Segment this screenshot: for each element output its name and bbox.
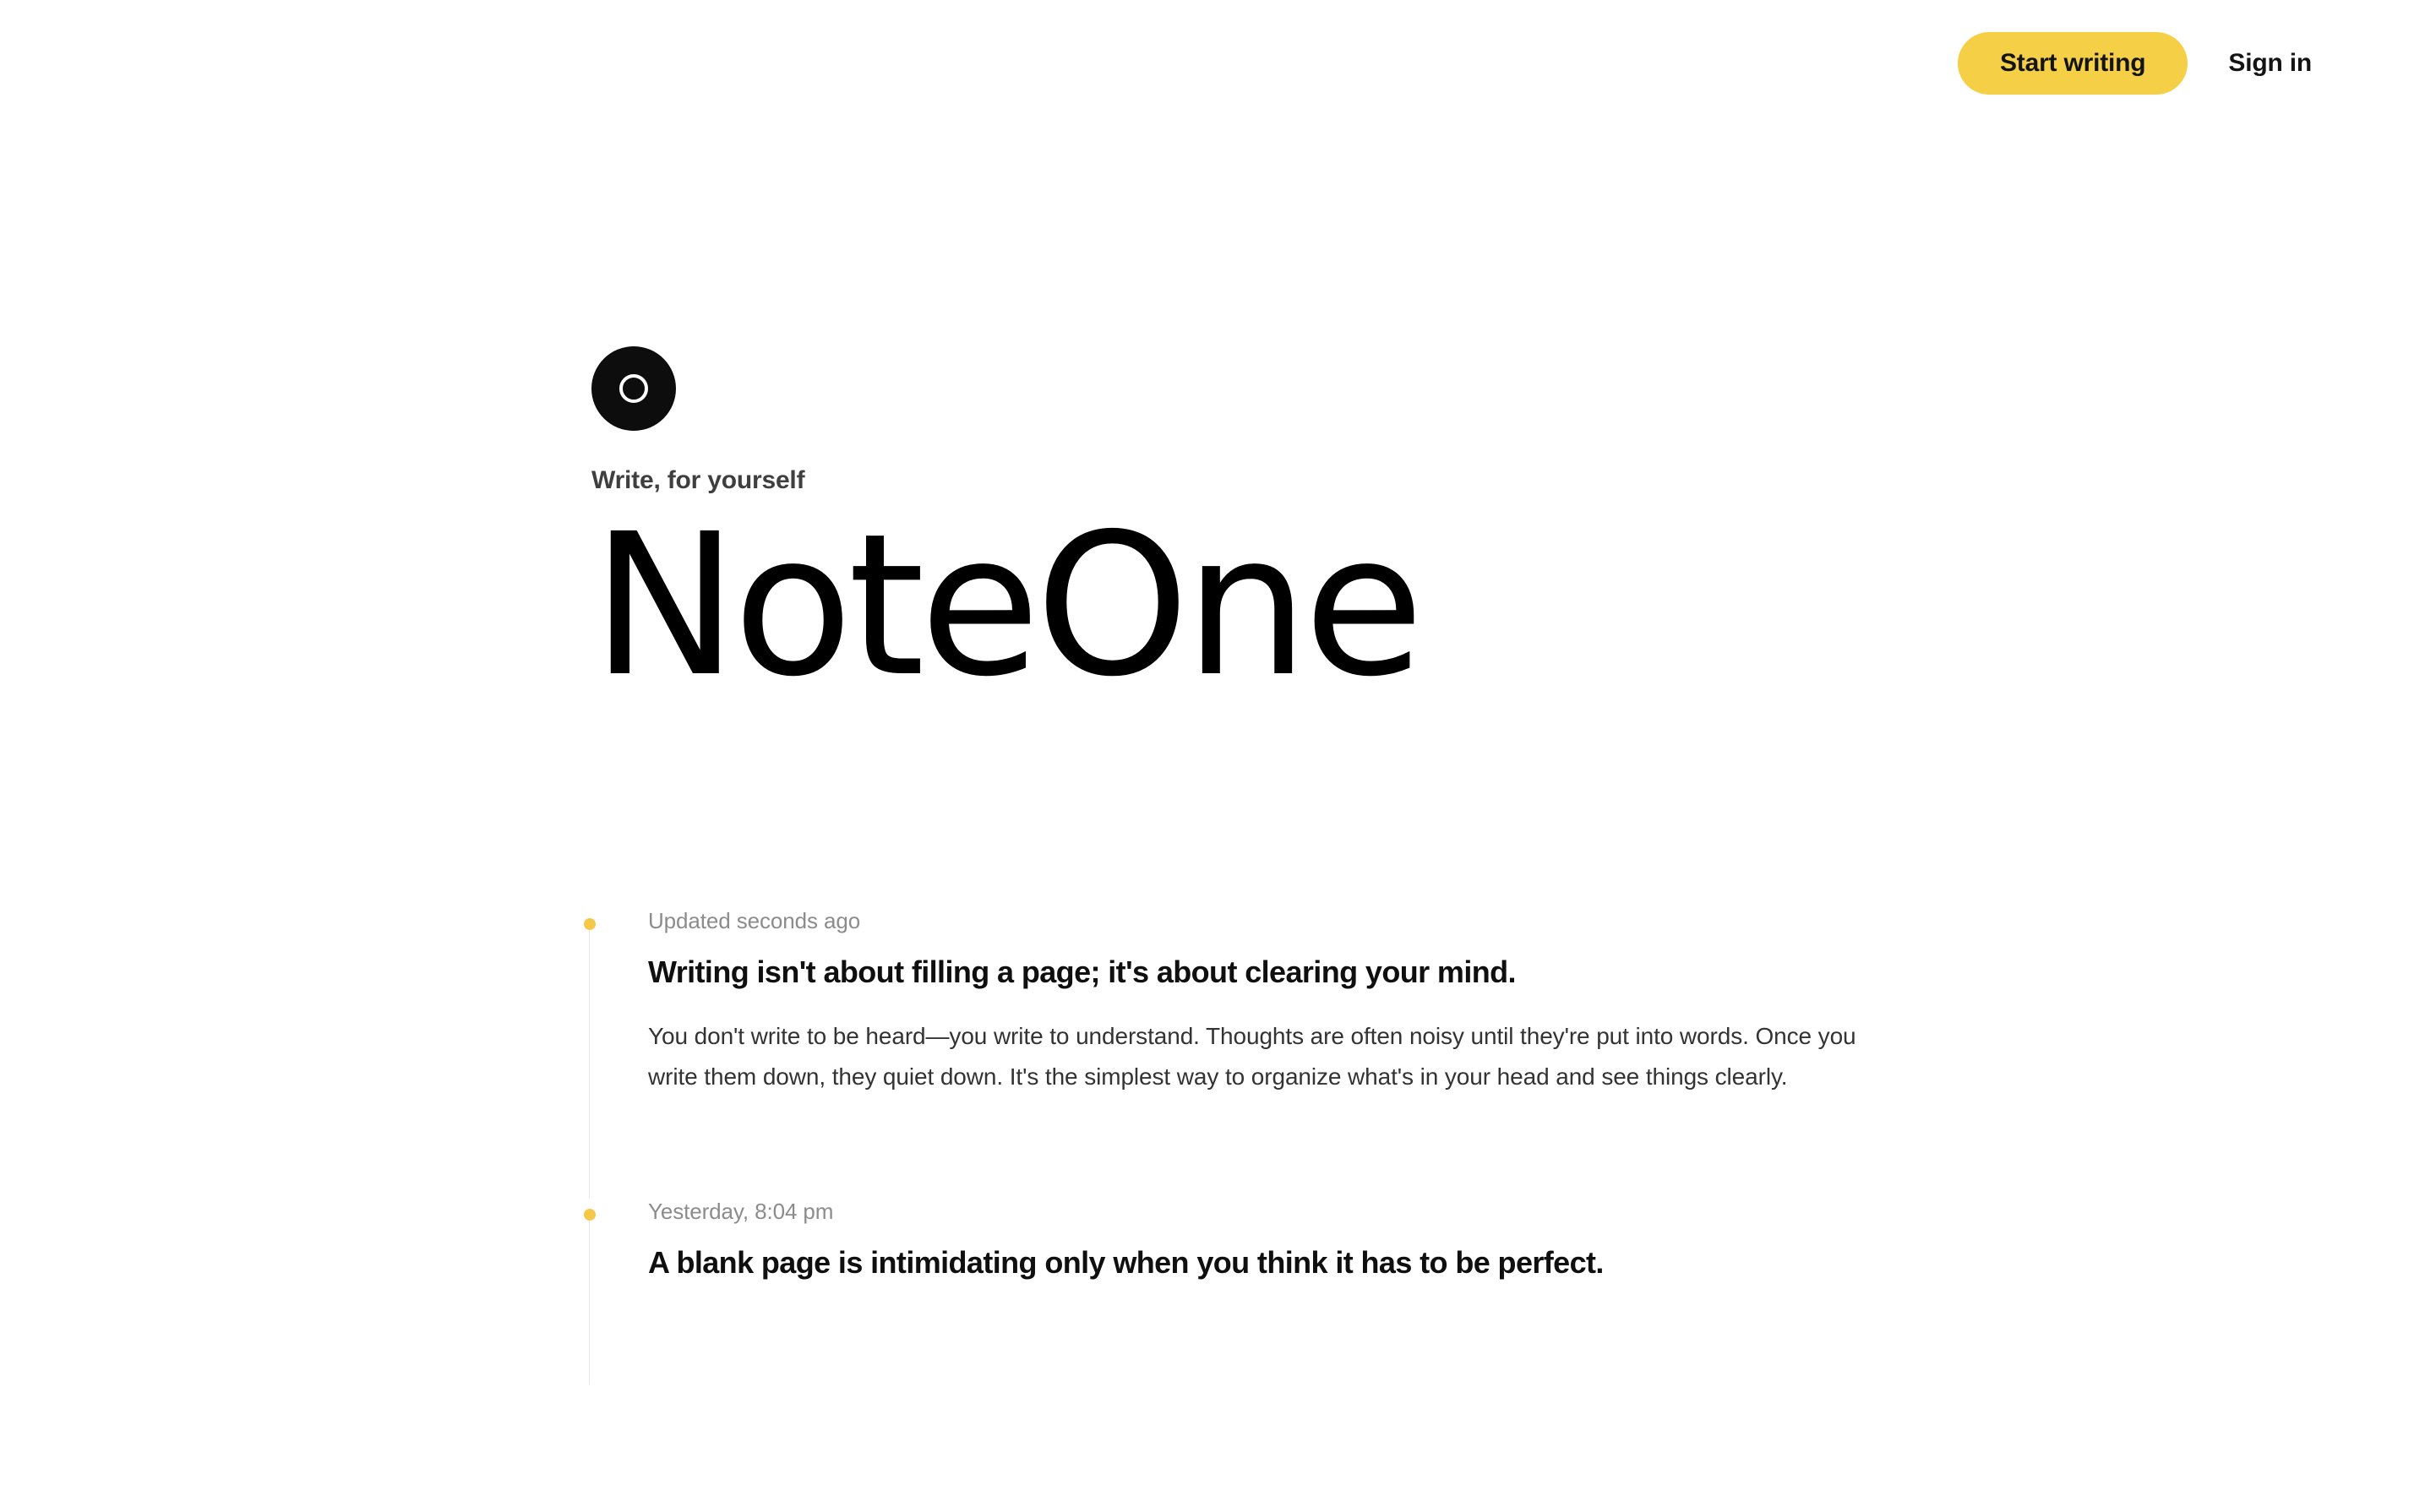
note-timestamp: Updated seconds ago: [648, 908, 861, 933]
start-writing-button[interactable]: Start writing: [1958, 32, 2188, 95]
hero-tagline: Write, for yourself: [591, 466, 805, 494]
notes-feed: [589, 908, 2110, 1384]
timeline-dot-icon: [584, 918, 596, 930]
sign-in-button[interactable]: Sign in: [2216, 32, 2324, 95]
note-body: You don't write to be heard—you write to understand. Thoughts are often noisy until they're put into words. Once you write them down, they quiet down. It's the simplest way to organize what's in your head and see things clearly.: [648, 1022, 1856, 1090]
timeline-dot-icon: [584, 1209, 596, 1221]
note-timestamp: Yesterday, 8:04 pm: [648, 1199, 834, 1225]
hero-section: [591, 346, 1943, 720]
note-title[interactable]: A blank page is intimidating only when you think it has to be perfect.: [648, 1245, 1604, 1281]
timeline-rail: [589, 925, 590, 1199]
top-navigation-bar: [0, 0, 2425, 127]
logo-inner-ring: [619, 374, 648, 403]
list-item[interactable]: [589, 1199, 2110, 1384]
note-title[interactable]: Writing isn't about filling a page; it's about clearing your mind.: [648, 955, 1516, 990]
page-title: NoteOne: [591, 492, 1420, 720]
list-item[interactable]: [589, 908, 2110, 1199]
timeline-rail: [589, 1216, 590, 1384]
circle-ring-icon: [591, 346, 676, 431]
